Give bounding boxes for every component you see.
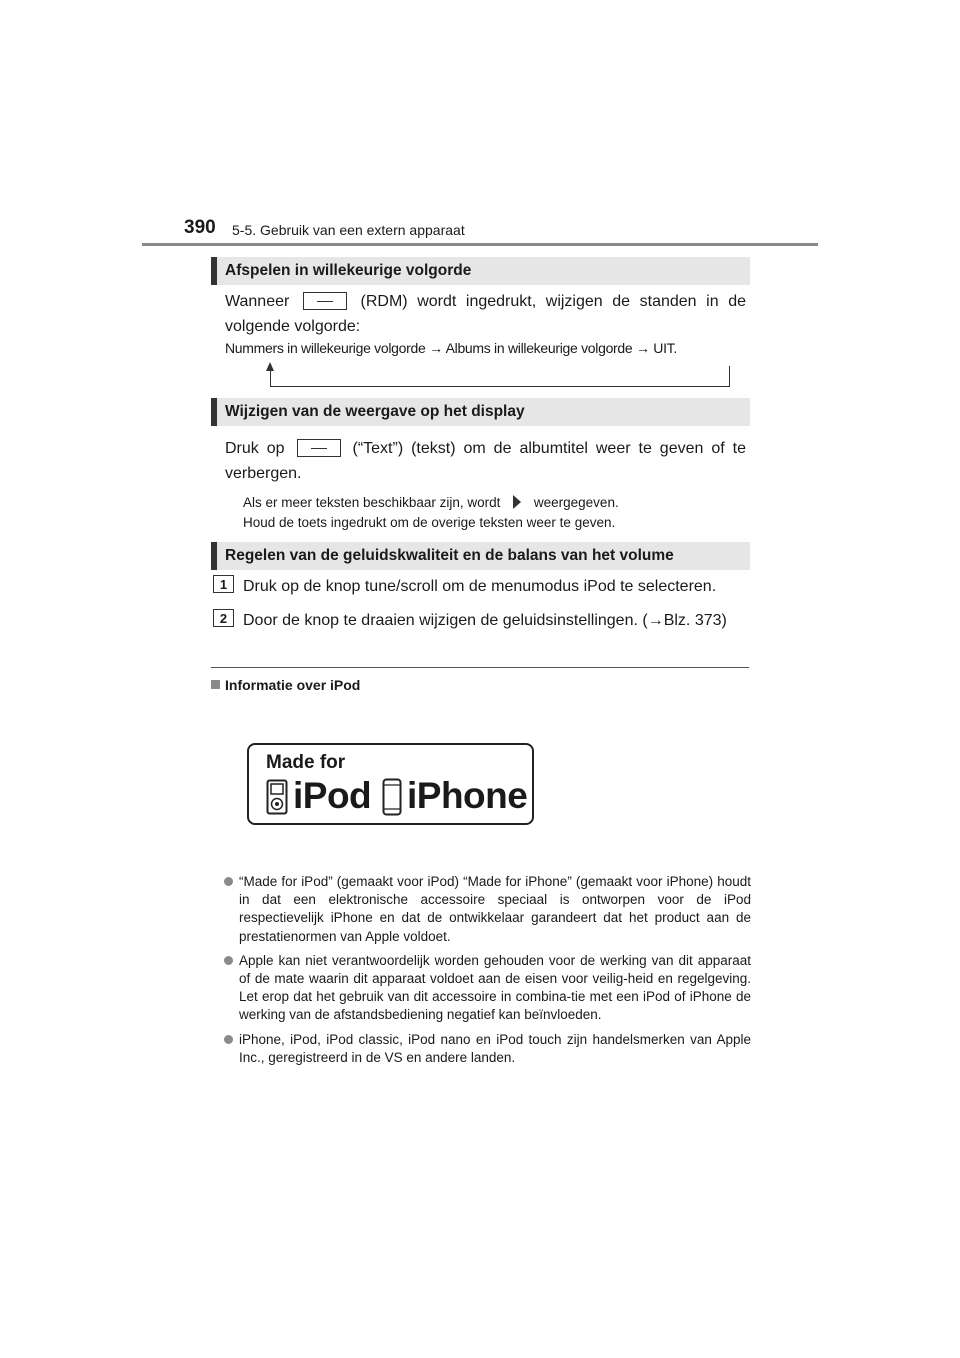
bullet-text: Apple kan niet verantwoordelijk worden gehouden voor de werking van dit apparaat of de mate waarin dit apparaat voldoet aan de eisen voor veilig-heid en regelgeving. Let erop dat het gebruik van dit accessoire in combina-tie met een iPod of iPhone de werking van de afstandsbediening negatief kan beïnvloeden. xyxy=(239,952,751,1023)
display-note-after: weergegeven. xyxy=(533,495,619,510)
info-heading-text: Informatie over iPod xyxy=(225,677,361,693)
step-text-1: Druk op de knop tune/scroll om de menumodus iPod te selecteren. xyxy=(243,578,717,595)
random-text-before: Wanneer xyxy=(225,293,290,310)
logo-made-for-text: Made for xyxy=(266,752,346,773)
sequence-loop-arrow-icon xyxy=(270,366,730,386)
list-item xyxy=(224,952,751,1025)
more-text-arrow-icon xyxy=(510,493,524,511)
iphone-device-icon xyxy=(382,778,402,816)
header-divider xyxy=(142,243,818,246)
step-number-2: 2 xyxy=(213,609,234,627)
rdm-button-icon xyxy=(303,292,347,310)
display-paragraph xyxy=(225,436,746,486)
display-note-line2: Houd de toets ingedrukt om de overige teksten weer te geven. xyxy=(243,515,616,530)
info-heading xyxy=(211,677,360,693)
info-bullet-list xyxy=(224,873,751,1073)
list-item xyxy=(224,1031,751,1067)
page-number: 390 xyxy=(184,217,216,238)
bullet-dot-icon xyxy=(224,1035,233,1044)
section-heading-display: Wijzigen van de weergave op het display xyxy=(211,398,750,426)
random-text-after: (RDM) wordt ingedrukt, wijzigen de standen in de volgende volgorde: xyxy=(225,293,746,335)
section-divider xyxy=(211,667,749,668)
bullet-text: “Made for iPod” (gemaakt voor iPod) “Made for iPhone” (gemaakt voor iPhone) houdt in dat een elektronische accessoire speciaal is ontworpen voor de iPod respectievelijk iPhone en dat de ontwikkelaar garandeert dat het product aan de prestatienormen van Apple voldoet. xyxy=(239,874,751,944)
display-note-before: Als er meer teksten beschikbaar zijn, wordt xyxy=(243,495,501,510)
section-heading-sound: Regelen van de geluidskwaliteit en de balans van het volume xyxy=(211,542,750,570)
square-bullet-icon xyxy=(211,680,220,689)
step-text-2: Door de knop te draaien wijzigen de geluidsinstellingen. (→Blz. 373) xyxy=(243,612,727,629)
random-paragraph xyxy=(225,289,746,339)
display-text-after: (“Text”) (tekst) om de albumtitel weer te geven of te verbergen. xyxy=(225,440,747,482)
bullet-text: iPhone, iPod, iPod classic, iPod nano en iPod touch zijn handelsmerken van Apple Inc., geregistreerd in de VS en andere landen. xyxy=(239,1031,751,1065)
bullet-dot-icon xyxy=(224,956,233,965)
bullet-dot-icon xyxy=(224,877,233,886)
display-note xyxy=(243,493,746,533)
display-text-before: Druk op xyxy=(225,440,285,457)
random-sequence: Nummers in willekeurige volgorde → Albums in willekeurige volgorde → UIT. xyxy=(225,340,677,356)
chapter-title: 5-5. Gebruik van een extern apparaat xyxy=(232,222,465,238)
logo-ipod-text: iPod xyxy=(293,775,372,816)
logo-iphone-text: iPhone xyxy=(407,775,528,816)
ipod-device-icon xyxy=(266,779,288,815)
made-for-ipod-iphone-logo xyxy=(247,743,534,825)
step-number-1: 1 xyxy=(213,575,234,593)
section-heading-random: Afspelen in willekeurige volgorde xyxy=(211,257,750,285)
text-button-icon xyxy=(297,439,341,457)
list-item xyxy=(224,873,751,946)
